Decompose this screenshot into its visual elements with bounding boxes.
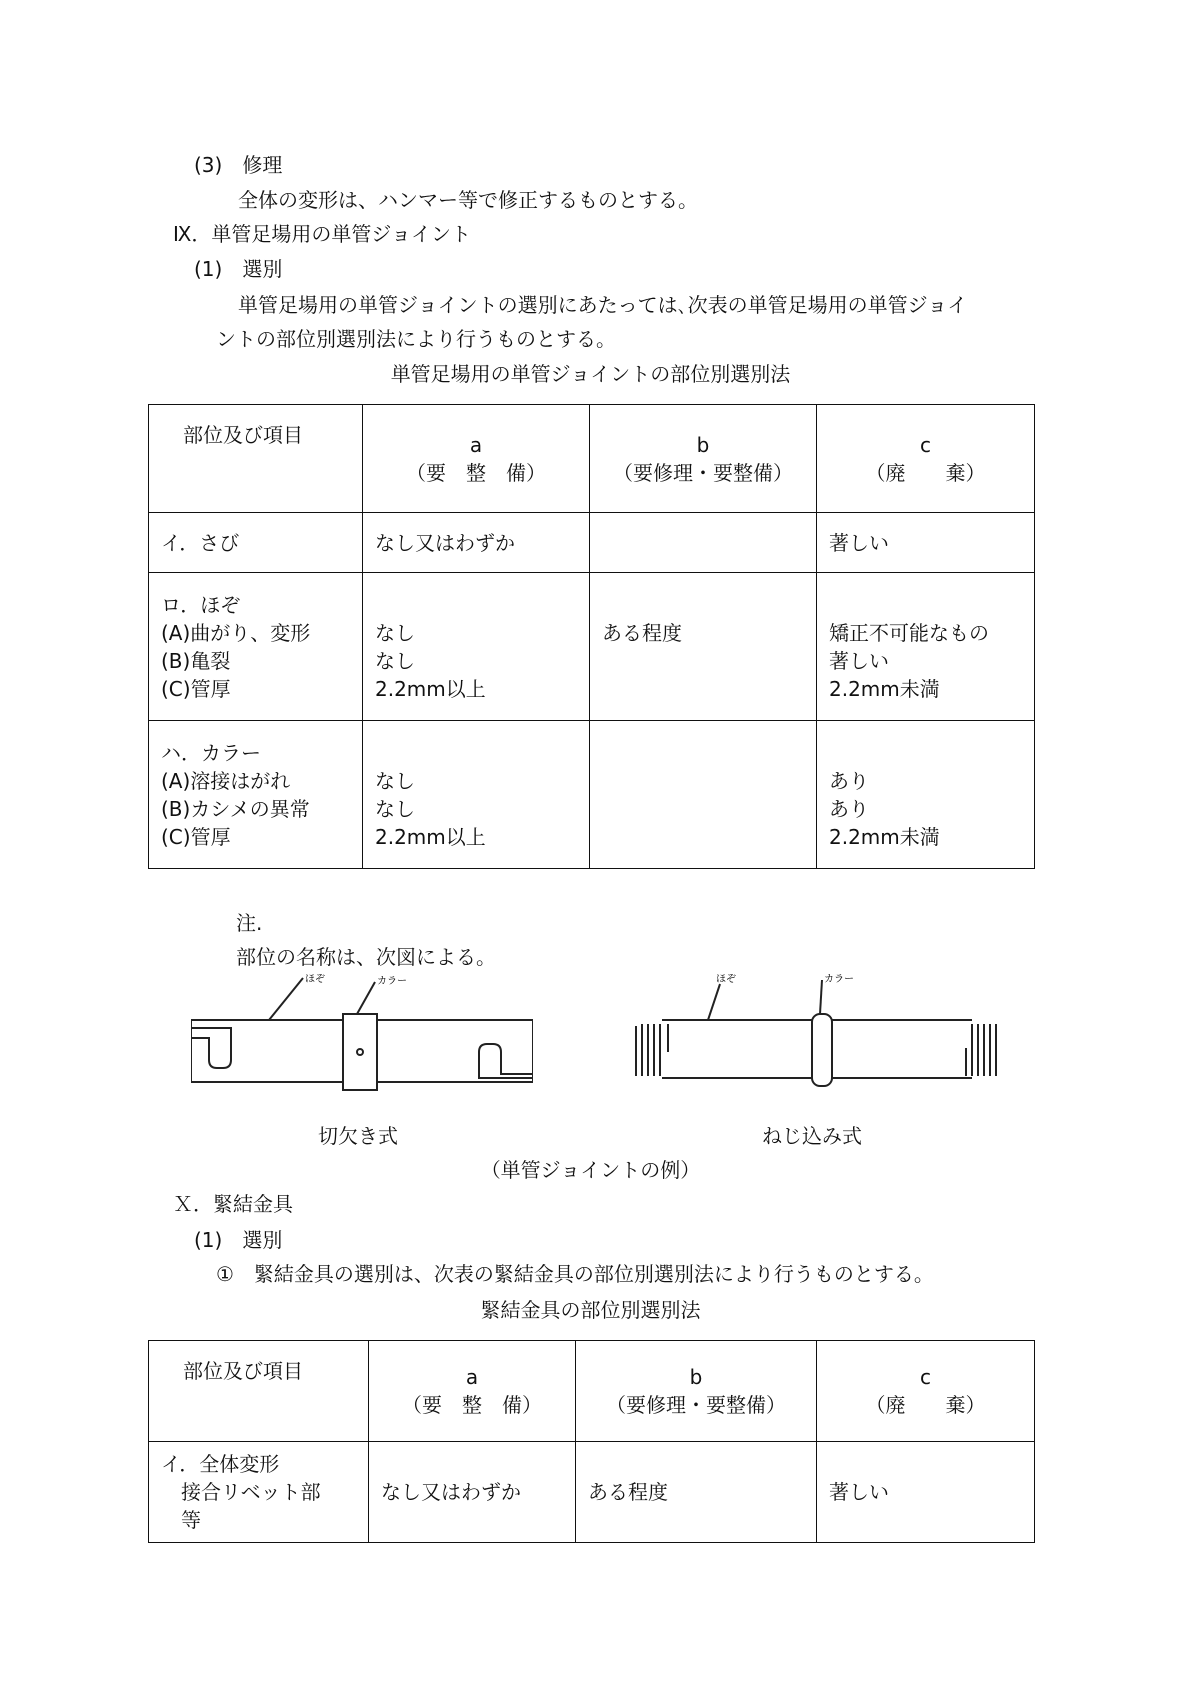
paragraph: 全体の変形は、ハンマー等で修正するものとする。	[238, 188, 698, 212]
header-b	[590, 405, 817, 513]
cell-line: (A)曲がり、変形	[161, 620, 311, 645]
header-item: 部位及び項目	[149, 1341, 369, 1442]
header-b	[576, 1341, 817, 1442]
cell-a	[363, 573, 590, 721]
header-c-label: （廃 棄）	[865, 460, 986, 485]
header-c-letter: c	[920, 432, 931, 457]
cell-line: (B)亀裂	[161, 648, 231, 673]
cell-line: 2.2mm以上	[375, 676, 486, 701]
table-row	[149, 513, 1035, 573]
cell-line: 接合リベット部	[181, 1480, 321, 1504]
selection-table-clamp	[148, 1340, 1035, 1543]
cell-c	[817, 573, 1035, 721]
threaded-joint-figure	[632, 972, 1000, 1092]
paragraph: ① 緊結金具の選別は、次表の緊結金具の部位別選別法により行うものとする。	[216, 1262, 934, 1286]
header-a-letter: a	[465, 1365, 479, 1389]
cell-item	[149, 1442, 369, 1543]
table-row	[149, 1442, 1035, 1543]
figure-caption: （単管ジョイントの例）	[480, 1158, 701, 1182]
cell-line: 等	[181, 1508, 201, 1532]
figure-caption-right: ねじ込み式	[762, 1124, 862, 1148]
note-body: 部位の名称は、次図による。	[236, 945, 496, 969]
header-c-letter: c	[920, 1365, 931, 1389]
header-c	[817, 1341, 1035, 1442]
hozo-label: ほぞ	[305, 974, 325, 985]
hozo-label: ほぞ	[716, 974, 736, 985]
table-caption: 単管足場用の単管ジョイントの部位別選別法	[390, 362, 791, 386]
cell-b	[590, 721, 817, 869]
header-a	[363, 405, 590, 513]
section-heading: (1) 選別	[194, 257, 283, 281]
cell-a: なし又はわずか	[363, 513, 590, 573]
cell-line: あり	[829, 768, 869, 793]
header-a-letter: a	[469, 432, 483, 457]
cell-c: 著しい	[817, 513, 1035, 573]
notched-joint-figure	[191, 972, 533, 1092]
cell-b	[590, 513, 817, 573]
selection-table-joint	[148, 404, 1035, 869]
cell-line: 2.2mm未満	[829, 676, 940, 701]
paragraph: ントの部位別選別法により行うものとする。	[216, 327, 616, 351]
cell-line: なし	[375, 648, 415, 673]
header-b-label: （要修理・要整備）	[606, 1393, 786, 1417]
cell-line: (C)管厚	[161, 676, 231, 701]
cell-b	[590, 573, 817, 721]
cell-line: 2.2mm以上	[375, 824, 486, 849]
header-a	[369, 1341, 576, 1442]
cell-line: (C)管厚	[161, 824, 231, 849]
cell-line: (A)溶接はがれ	[161, 768, 291, 793]
cell-line: ロ．ほぞ	[161, 592, 241, 617]
collar-label: カラー	[824, 974, 854, 985]
header-b-letter: b	[696, 432, 710, 457]
cell-c: 著しい	[817, 1442, 1035, 1543]
cell-line: (B)カシメの異常	[161, 796, 310, 821]
collar-label: カラー	[377, 976, 407, 987]
cell-item	[149, 721, 363, 869]
header-a-label: （要 整 備）	[406, 460, 546, 485]
table-row	[149, 573, 1035, 721]
header-b-letter: b	[689, 1365, 703, 1389]
cell-b: ある程度	[576, 1442, 817, 1543]
cell-line: なし	[375, 768, 415, 793]
note-label: 注.	[236, 911, 263, 935]
header-a-label: （要 整 備）	[402, 1393, 542, 1417]
cell-line: なし	[375, 620, 415, 645]
header-c-label: （廃 棄）	[865, 1393, 986, 1417]
cell-a: なし又はわずか	[369, 1442, 576, 1543]
table-caption: 緊結金具の部位別選別法	[480, 1298, 701, 1322]
figure-caption-left: 切欠き式	[318, 1124, 398, 1148]
cell-line: あり	[829, 796, 869, 821]
section-heading: (1) 選別	[194, 1228, 283, 1252]
cell-line: ハ．カラー	[161, 740, 261, 765]
header-b-label: （要修理・要整備）	[613, 460, 793, 485]
cell-line: 著しい	[829, 648, 889, 673]
cell-a	[363, 721, 590, 869]
cell-item	[149, 573, 363, 721]
section-heading: Ⅸ．単管足場用の単管ジョイント	[173, 222, 471, 246]
cell-line: 矯正不可能なもの	[829, 620, 989, 645]
cell-c	[817, 721, 1035, 869]
cell-item: イ．さび	[149, 513, 363, 573]
section-heading: (3) 修理	[194, 153, 283, 177]
section-heading: Ｘ．緊結金具	[173, 1192, 293, 1216]
table-row	[149, 721, 1035, 869]
cell-line: なし	[375, 796, 415, 821]
header-c	[817, 405, 1035, 513]
cell-line: ある程度	[602, 620, 682, 645]
cell-line: 2.2mm未満	[829, 824, 940, 849]
header-item: 部位及び項目	[149, 405, 363, 513]
paragraph: 単管足場用の単管ジョイントの選別にあたっては､次表の単管足場用の単管ジョイ	[238, 293, 968, 317]
cell-line: イ．全体変形	[161, 1452, 280, 1476]
